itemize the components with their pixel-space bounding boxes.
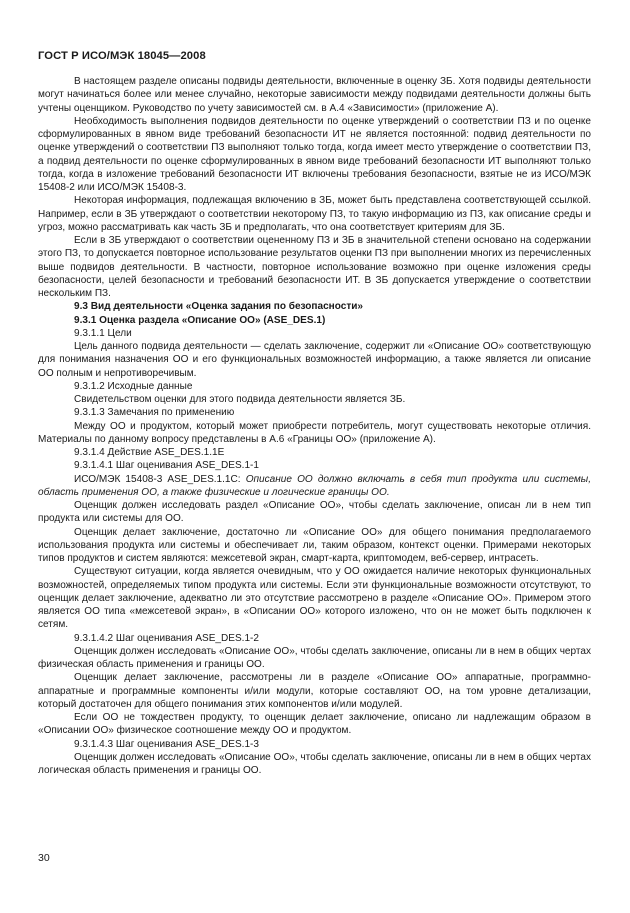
requirement-text: Описание ОО должно включать в себя тип продукта или системы, область применения ОО, а также физические и логические границы ОО. bbox=[38, 473, 591, 498]
clause-number: 9.3.1.1 Цели bbox=[74, 327, 132, 339]
paragraph: Оценщик должен исследовать «Описание ОО», чтобы сделать заключение, описаны ли в нем в общих чертах физическая область применения и границы ОО. bbox=[38, 645, 591, 670]
standard-header: ГОСТ Р ИСО/МЭК 18045—2008 bbox=[38, 50, 206, 62]
paragraph: Цель данного подвида деятельности — сделать заключение, содержит ли «Описание ОО» соответствующую для понимания назначения ОО и его функциональных возможностей информацию, а также является ли описание ОО полным и непротиворечивым. bbox=[38, 341, 591, 379]
paragraph: Оценщик должен исследовать «Описание ОО», чтобы сделать заключение, описаны ли в нем в общих чертах логическая область применения и границы ОО. bbox=[38, 751, 591, 776]
paragraph: Существуют ситуации, когда является очевидным, что у ОО ожидается наличие некоторых функциональных возможностей, определяемых типом продукта или системы. Если эти функциональные возможности отсутствуют, то оценщик делает заключение, адекватно ли это отсутствие рассмотрено в разделе «Описание ОО». Примером этого является ОО типа «межсетевой экран», в «Описании ОО» которого изложено, что он не может быть подключен к сетям. bbox=[38, 566, 591, 631]
paragraph: Необходимость выполнения подвидов деятельности по оценке утверждений о соответствии ПЗ и по оценке сформулированных в явном виде требований безопасности ИТ не является постоянной: подвид деятельности по оценке утверждений о соответствии ПЗ выполняют только тогда, когда имеет место утверждение о соответствии ПЗ, а подвид деятельности по оценке сформулированных в явном виде требований безопасности ИТ выполняют только тогда, когда в изложение требований безопасности ИТ включены требования безопасности, взятые не из ИСО/МЭК 15408-2 или ИСО/МЭК 15408-3. bbox=[38, 115, 591, 193]
paragraph: Оценщик делает заключение, достаточно ли «Описание ОО» для общего понимания предполагаемого использования продукта или системы и обеспечивает ли, таким образом, контекст оценки. Примерами некоторых типов продуктов и систем являются: межсетевой экран, смарт-карта, криптомодем, веб-сервер, интрасеть. bbox=[38, 526, 591, 564]
page-number: 30 bbox=[38, 852, 50, 864]
requirement-reference: ИСО/МЭК 15408-3 ASE_DES.1.1С: bbox=[74, 473, 246, 485]
paragraph: Оценщик должен исследовать раздел «Описание ОО», чтобы сделать заключение, описан ли в нем тип продукта или системы для ОО. bbox=[38, 500, 591, 525]
paragraph: Некоторая информация, подлежащая включению в ЗБ, может быть представлена соответствующей ссылкой. Например, если в ЗБ утверждают о соответствии некоторому ПЗ, то такую информацию из ПЗ, как описание среды и угроз, можно рассматривать как часть ЗБ и предполагать, что она соответствует критериям для ЗБ. bbox=[38, 195, 591, 233]
paragraph: Оценщик делает заключение, рассмотрены ли в разделе «Описание ОО» аппаратные, программно-аппаратные и программные компоненты и/или модули, которые составляют ОО, на том уровне детализации, который достаточен для общего понимания этих компонентов и/или модулей. bbox=[38, 672, 591, 710]
clause-number: 9.3.1.4.3 Шаг оценивания ASE_DES.1-3 bbox=[74, 738, 259, 750]
section-heading: 9.3 Вид деятельности «Оценка задания по безопасности» bbox=[74, 301, 364, 313]
paragraph: Свидетельством оценки для этого подвида деятельности является ЗБ. bbox=[74, 394, 406, 405]
paragraph: Между ОО и продуктом, который может приобрести потребитель, могут существовать некоторые отличия. Материалы по данному вопросу представлены в А.6 «Границы ОО» (приложение А). bbox=[38, 420, 591, 445]
clause-number: 9.3.1.2 Исходные данные bbox=[74, 380, 193, 392]
clause-number: 9.3.1.3 Замечания по применению bbox=[74, 407, 235, 419]
paragraph: В настоящем разделе описаны подвиды деятельности, включенные в оценку ЗБ. Хотя подвиды деятельности могут начинаться более или менее случайно, некоторые зависимости между подвидами деятельности должны быть учтены оценщиком. Руководство по учету зависимостей см. в А.4 «Зависимости» (приложение А). bbox=[38, 76, 591, 114]
clause-number: 9.3.1.4.2 Шаг оценивания ASE_DES.1-2 bbox=[74, 632, 259, 644]
paragraph: Если в ЗБ утверждают о соответствии оцененному ПЗ и ЗБ в значительной степени основано на содержании этого ПЗ, то допускается повторное использование результатов оценки ПЗ при выполнении многих из перечисленных выше подвидов деятельности. В частности, повторное использование возможно при оценке изложения среды безопасности, целей безопасности и требований безопасности ИТ. В ЗБ допускается утверждение о соответствии нескольким ПЗ. bbox=[38, 235, 591, 299]
requirement-paragraph bbox=[38, 473, 591, 500]
subsection-heading: 9.3.1 Оценка раздела «Описание ОО» (ASE_DES.1) bbox=[74, 314, 326, 326]
document-body bbox=[38, 75, 591, 777]
clause-number: 9.3.1.4.1 Шаг оценивания ASE_DES.1-1 bbox=[74, 460, 259, 472]
paragraph: Если ОО не тождествен продукту, то оценщик делает заключение, описано ли надлежащим образом в «Описании ОО» физическое соотношение между ОО и продуктом. bbox=[38, 712, 591, 737]
clause-number: 9.3.1.4 Действие ASE_DES.1.1E bbox=[74, 447, 225, 458]
